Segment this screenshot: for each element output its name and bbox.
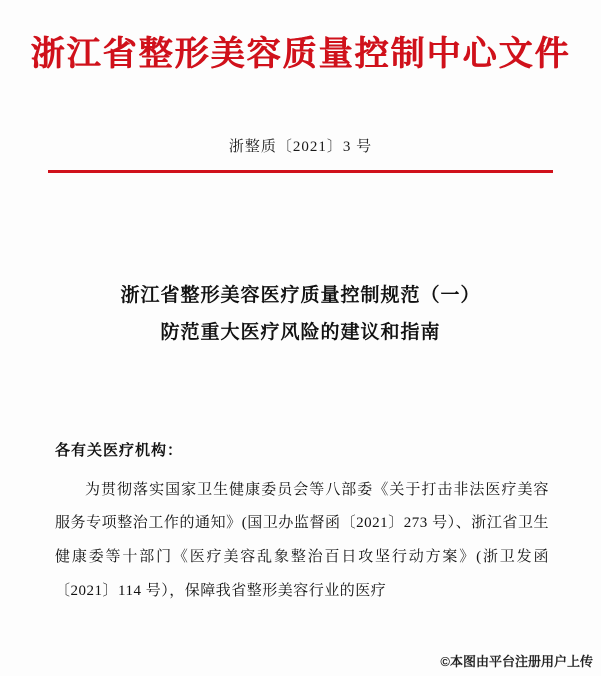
body-paragraph: 为贯彻落实国家卫生健康委员会等八部委《关于打击非法医疗美容服务专项整治工作的通知》(国卫办监督函〔2021〕273 号）、浙江省卫生健康委等十部门《医疗美容乱象整治百日攻坚行动方案》(浙卫发函〔2021〕114 号），保障我省整形美容行业的医疗 — [55, 481, 549, 599]
red-divider-rule — [48, 170, 553, 173]
subject-line-2: 防范重大医疗风险的建议和指南 — [160, 321, 441, 343]
document-title: 浙江省整形美容质量控制中心文件 — [30, 36, 571, 73]
watermark-text: ©本图由平台注册用户上传 — [440, 654, 593, 669]
salutation: 各有关医疗机构： — [55, 442, 184, 459]
document-number: 浙整质〔2021〕3 号 — [228, 138, 373, 155]
subject-line-1: 浙江省整形美容医疗质量控制规范（一） — [120, 284, 481, 306]
document-header — [0, 0, 601, 77]
document-subject — [0, 277, 601, 351]
